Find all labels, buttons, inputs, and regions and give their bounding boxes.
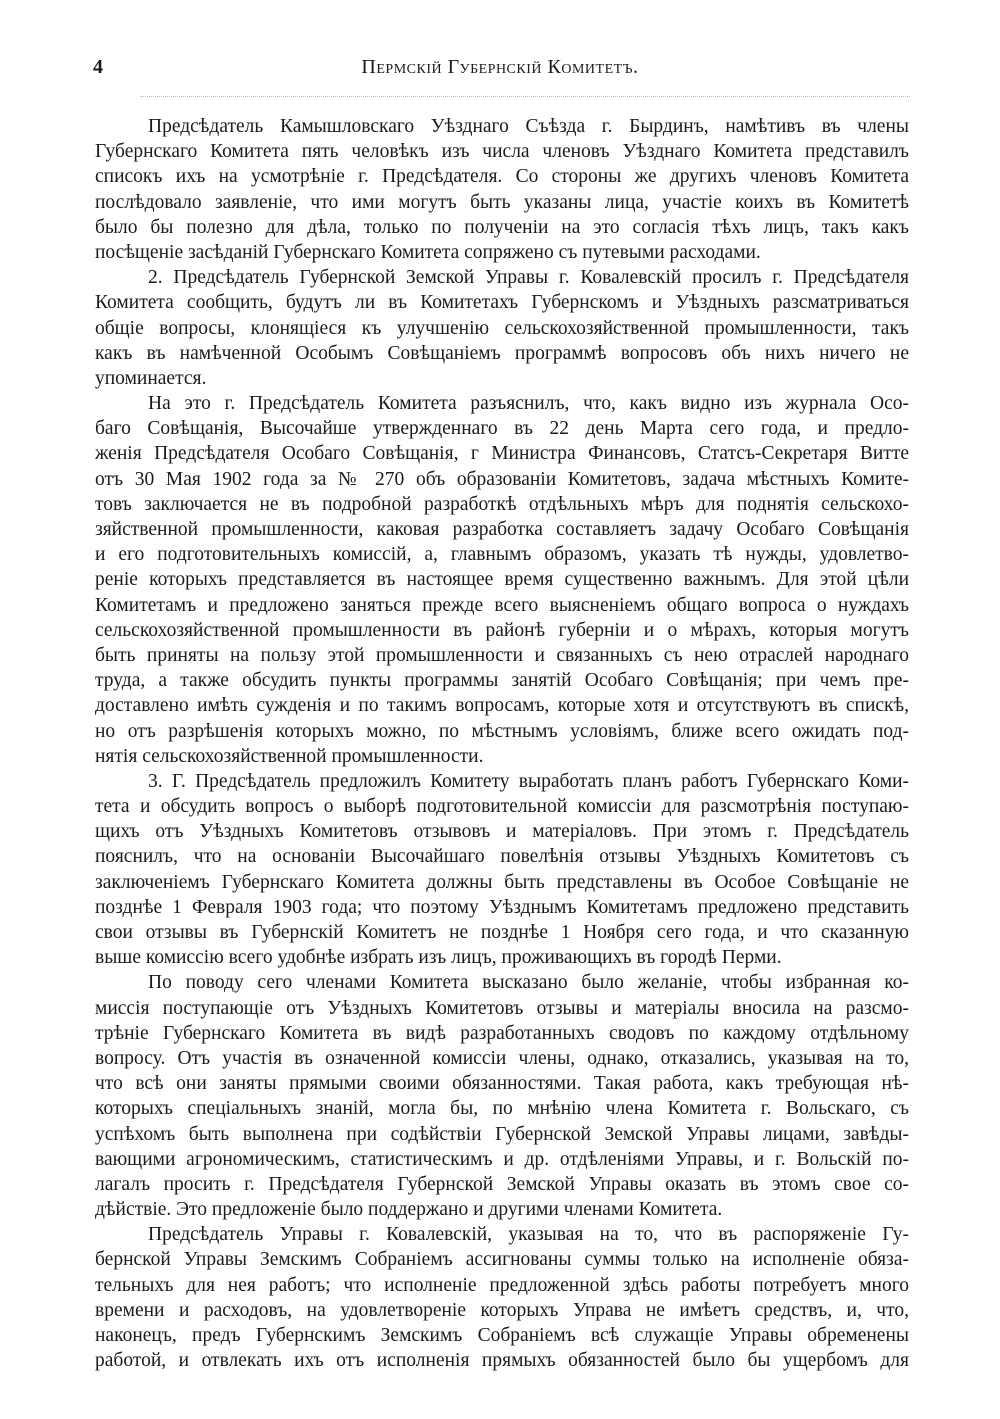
text-line: послѣдовало заявленіе, что ими могутъ быть указаны лица, участіе коихъ въ Комитетѣ	[95, 191, 909, 213]
text-line: бернской Управы Земскимъ Собраніемъ ассигнованы суммы только на исполненіе обяза-	[95, 1249, 909, 1271]
text-line: лагалъ просить г. Предсѣдателя Губернской Земской Управы оказать въ этомъ свое со-	[95, 1173, 909, 1195]
text-line: 3. Г. Предсѣдатель предложилъ Комитету выработать планъ работъ Губернскаго Коми-	[148, 770, 909, 792]
text-line: нятія сельскохозяйственной промышленности.	[95, 745, 484, 767]
text-line: отъ 30 Мая 1902 года за № 270 объ образованіи Комитетовъ, задача мѣстныхъ Комите-	[95, 468, 909, 490]
text-line: позднѣе 1 Февраля 1903 года; что поэтому Уѣзднымъ Комитетамъ предложено представить	[95, 896, 909, 918]
text-line: списокъ ихъ на усмотрѣніе г. Предсѣдателя. Со стороны же другихъ членовъ Комитета	[95, 166, 909, 188]
running-title: Пермскій Губернскій Комитетъ.	[361, 56, 639, 78]
text-line: заключеніемъ Губернскаго Комитета должны быть представлены въ Особое Совѣщаніе не	[95, 871, 909, 893]
text-line: миссія поступающіе отъ Уѣздныхъ Комитетовъ отзывы и матеріалы вносила на разсмо-	[95, 997, 909, 1019]
text-line: На это г. Предсѣдатель Комитета разъяснилъ, что, какъ видно изъ журнала Осо-	[148, 393, 909, 415]
text-line: баго Совѣщанія, Высочайше утвержденнаго въ 22 день Марта сего года, и предло-	[95, 418, 909, 440]
text-line: Предсѣдатель Управы г. Ковалевскій, указывая на то, что въ распоряженіе Гу-	[148, 1224, 909, 1246]
text-line: успѣхомъ быть выполнена при содѣйствіи Губернской Земской Управы лицами, завѣды-	[95, 1123, 909, 1145]
text-line: доставлено имѣть сужденія и по такимъ вопросамъ, которые хотя и отсутствуютъ въ спискѣ,	[95, 695, 909, 717]
text-line: Предсѣдатель Камышловскаго Уѣзднаго Съѣзда г. Бырдинъ, намѣтивъ въ члены	[148, 116, 909, 137]
paragraph	[95, 114, 909, 265]
text-line: вающими агрономическимъ, статистическимъ и др. отдѣленіями Управы, и г. Вольскій по-	[95, 1148, 909, 1170]
text-line: сельскохозяйственной промышленности въ районѣ губерніи и о мѣрахъ, которыя могутъ	[95, 619, 909, 641]
text-line: товъ заключается не въ подробной разработкѣ отдѣльныхъ мѣръ для поднятія сельскохо-	[95, 493, 909, 515]
text-line: трѣніе Губернскаго Комитета въ видѣ разработанныхъ сводовъ по каждому отдѣльному	[95, 1022, 909, 1044]
text-line: свои отзывы въ Губернскій Комитетъ не позднѣе 1 Ноября сего года, и что сказанную	[95, 922, 909, 943]
paragraph	[95, 391, 909, 769]
text-line: Комитетамъ и предложено заняться прежде всего выясненіемъ общаго вопроса о нуждахъ	[95, 594, 909, 616]
text-line: было бы полезно для дѣла, только по полученіи на это согласія тѣхъ лицъ, такъ какъ	[95, 216, 909, 238]
text-line: Губернскаго Комитета пять человѣкъ изъ числа членовъ Уѣзднаго Комитета представилъ	[95, 141, 909, 163]
text-line: общіе вопросы, клонящіеся къ улучшенію сельскохозяйственной промышленности, такъ	[95, 317, 909, 339]
text-line: какъ въ намѣченной Особымъ Совѣщаніемъ программѣ вопросовъ объ нихъ ничего не	[95, 342, 909, 364]
text-line: труда, а также обсудить пункты программы занятій Особаго Совѣщанія; при чемъ пре-	[95, 670, 909, 692]
text-line: посѣщеніе засѣданій Губернскаго Комитета сопряжено съ путевыми расходами.	[95, 241, 761, 263]
text-line: упоминается.	[95, 367, 207, 389]
text-line: вопросу. Отъ участія въ означенной комиссіи члены, однако, отказались, указывая на то,	[95, 1047, 909, 1069]
paragraph	[95, 1222, 909, 1373]
paragraph	[95, 265, 909, 391]
text-line: Комитета сообщить, будутъ ли въ Комитетахъ Губернскомъ и Уѣздныхъ разсматриваться	[95, 292, 909, 314]
header-rule	[140, 96, 910, 97]
paragraph	[95, 769, 909, 971]
text-line: дѣйствіе. Это предложеніе было поддержано и другими членами Комитета.	[95, 1199, 723, 1221]
text-line: По поводу сего членами Комитета высказано было желаніе, чтобы избранная ко-	[148, 972, 909, 994]
text-line: 2. Предсѣдатель Губернской Земской Управы г. Ковалевскій просилъ г. Предсѣдателя	[148, 267, 909, 289]
text-line: реніе которыхъ представляется въ настоящее время существенно важнымъ. Для этой цѣли	[95, 569, 909, 591]
document-body	[95, 114, 909, 1373]
text-line: тельныхъ для нея работъ; что исполненіе предложенной здѣсь работы потребуетъ много	[95, 1274, 909, 1296]
text-line: щихъ отъ Уѣздныхъ Комитетовъ отзывовъ и матеріаловъ. При этомъ г. Предсѣдатель	[95, 821, 909, 843]
text-line: работой, и отвлекать ихъ отъ исполненія прямыхъ обязанностей было бы ущербомъ для	[95, 1350, 909, 1372]
text-line: но отъ разрѣшенія которыхъ можно, по мѣстнымъ условіямъ, ближе всего ожидать под-	[95, 720, 909, 742]
page-number: 4	[93, 56, 103, 78]
text-line: и его подготовительныхъ комиссій, а, главнымъ образомъ, указать тѣ нужды, удовлетво-	[95, 544, 909, 566]
text-line: наконецъ, предъ Губернскимъ Земскимъ Собраніемъ всѣ служащіе Управы обременены	[95, 1325, 909, 1346]
text-line: тета и обсудить вопросъ о выборѣ подготовительной комиссіи для разсмотрѣнія поступаю-	[95, 796, 909, 818]
text-line: быть приняты на пользу этой промышленности и связанныхъ съ нею отраслей народнаго	[95, 644, 909, 666]
text-line: выше комиссію всего удобнѣе избрать изъ лицъ, проживающихъ въ городѣ Перми.	[95, 947, 782, 969]
text-line: времени и расходовъ, на удовлетвореніе которыхъ Управа не имѣетъ средствъ, и, что,	[95, 1299, 909, 1321]
paragraph	[95, 970, 909, 1222]
text-line: пояснилъ, что на основаніи Высочайшаго повелѣнія отзывы Уѣздныхъ Комитетовъ съ	[95, 846, 909, 868]
text-line: которыхъ спеціальныхъ знаній, могла бы, по мнѣнію члена Комитета г. Вольскаго, съ	[95, 1098, 909, 1120]
text-line: что всѣ они заняты прямыми своими обязанностями. Такая работа, какъ требующая нѣ-	[95, 1073, 909, 1095]
text-line: женія Предсѣдателя Особаго Совѣщанія, г Министра Финансовъ, Статсъ-Секретаря Витте	[95, 443, 909, 465]
text-line: зяйственной промышленности, каковая разработка составляетъ задачу Особаго Совѣщанія	[95, 519, 909, 540]
